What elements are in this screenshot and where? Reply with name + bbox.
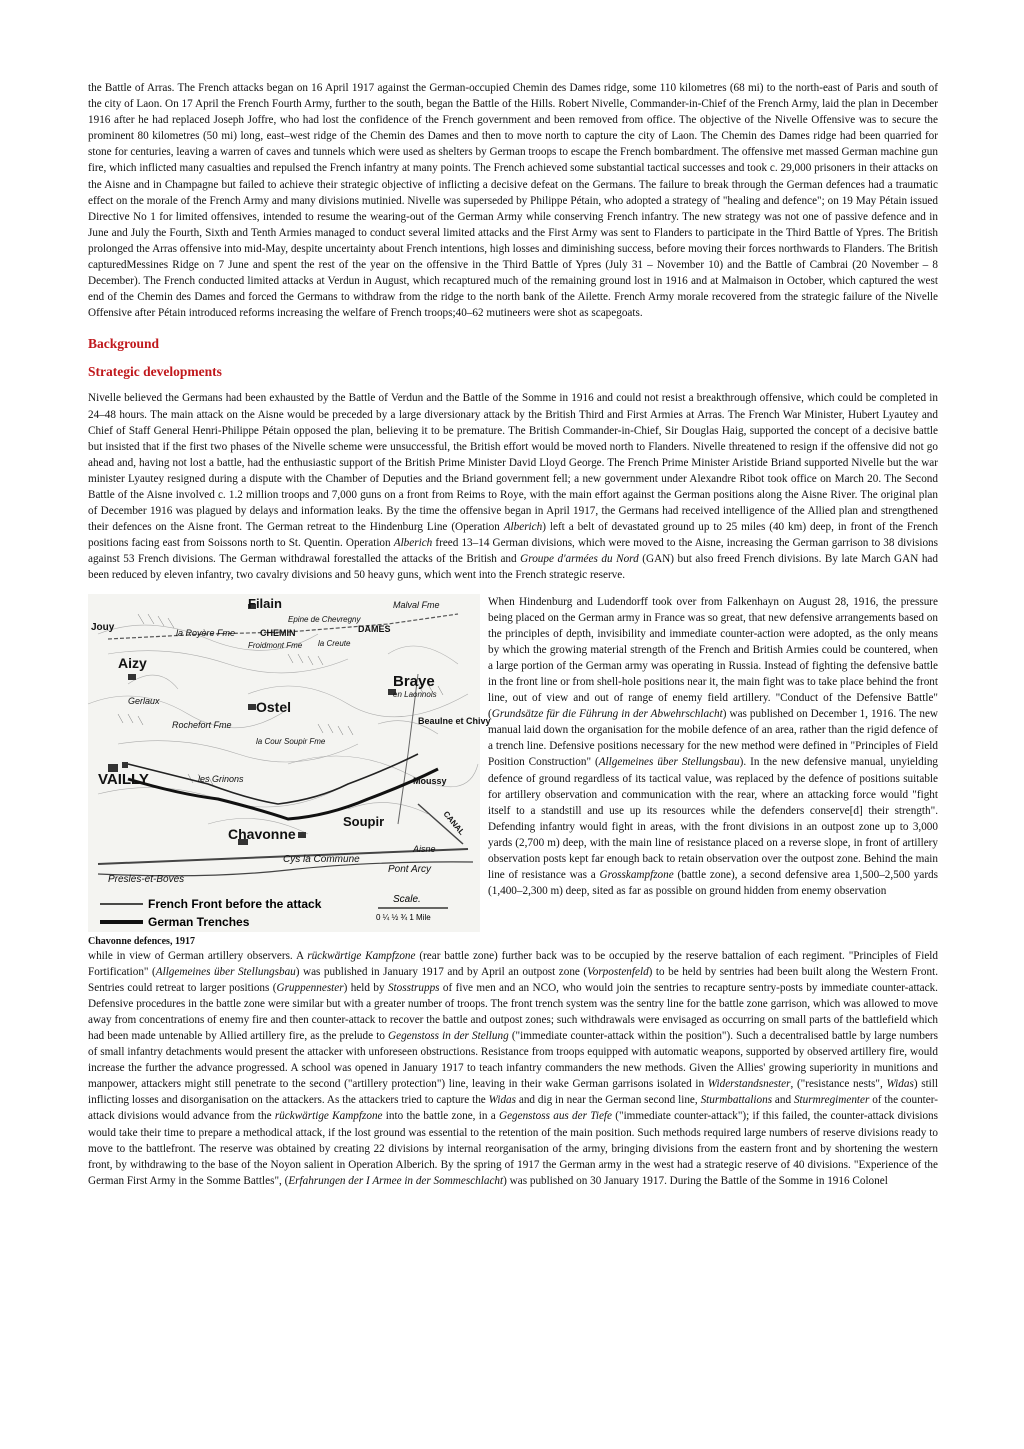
legend-french-front: French Front before the attack [148, 896, 322, 911]
map-label-creute: la Creute [318, 638, 351, 648]
map-figure [88, 594, 491, 948]
map-label-chemin: CHEMIN [260, 627, 296, 638]
map-label-filain: Filain [248, 595, 282, 611]
figure-with-sidebar [88, 594, 938, 948]
map-label-royere: la Royère Fme [176, 627, 236, 638]
map-label-soupir: Soupir [343, 813, 385, 829]
chavonne-defences-map [88, 594, 491, 932]
map-label-grinons: les Grinons [198, 773, 244, 784]
map-label-gerlaux: Gerlaux [128, 695, 160, 706]
map-label-moussy: Moussy [413, 775, 447, 786]
scale-label: Scale. [393, 893, 421, 905]
map-label-aizy: Aizy [118, 654, 147, 671]
heading-strategic-developments: Strategic developments [88, 364, 222, 380]
map-label-aisne: Aisne [413, 843, 436, 854]
map-label-rochefort: Rochefort Fme [172, 719, 232, 730]
heading-background: Background [88, 336, 160, 352]
map-label-epine: Epine de Chevregny [288, 614, 361, 624]
map-label-dames: DAMES [358, 623, 391, 634]
scale-ticks: 0 ¼ ½ ¾ 1 Mile [376, 912, 431, 922]
map-label-froidmont: Froidmont Fme [248, 640, 303, 650]
continuation-paragraph: while in view of German artillery observers. A rückwärtige Kampfzone (rear battle zone) further back was to be occupied by the reserve battalion of each regiment. "Principles of Field Fortification" (Allgemeines über Stellungsbau) was published in January 1917 and by April an outpost zone (Vorpostenfeld) to be held by sentries had been built along the Western Front. Sentries could retreat to larger positions (Gruppennester) held by Stosstrupps of five men and an NCO, who would join the sentries to recapture sentry-posts by immediate counter-attack. Defensive procedures in the battle zone were similar but with a greater number of troops. The front trench system was the sentry line for the battle zone garrison, which was allowed to move away from concentrations of enemy fire and then counter-attack to recover the battle and outpost zones; such withdrawals were envisaged as occurring on small parts of the battlefield which had been made untenable by Allied artillery fire, as the prelude to Gegenstoss in der Stellung ("immediate counter-attack within the position"). Such a decentralised battle by large numbers of small infantry detachments would present the attacker with unforeseen obstructions. Resistance from troops equipped with automatic weapons, supported by observed artillery fire, would increase the further the advance progressed. A school was opened in January 1917 to teach infantry commanders the new methods. Given the Allies' growing superiority in munitions and manpower, attackers might still penetrate to the second ("artillery protection") line, leaving in their wake German garrisons isolated in Widerstandsnester, ("resistance nests", Widas) still inflicting losses and disorganisation on the attackers. As the attackers tried to capture the Widas and dig in near the German second line, Sturmbattalions and Sturmregimenter of the counter-attack divisions would advance from the rückwärtige Kampfzone into the battle zone, in a Gegenstoss aus der Tiefe ("immediate counter-attack"); if this failed, the counter-attack divisions would take their time to prepare a methodical attack, if the lost ground was essential to the retention of the main position. Such methods required large numbers of reserve divisions ready to move to the battlefront. The reserve was obtained by creating 22 divisions by internal reorganisation of the army, bringing divisions from the eastern front and by shortening the western front, by withdrawing to the base of the Noyon salient in Operation Alberich. By the spring of 1917 the German army in the west had a strategic reserve of 40 divisions. "Experience of the German First Army in the Somme Battles", (Erfahrungen der I Armee in der Sommeschlacht) was published on 30 January 1917. During the Battle of the Somme in 1916 Colonel [88, 949, 939, 1187]
map-label-chavonne: Chavonne [228, 825, 296, 842]
strategic-paragraph: Nivelle believed the Germans had been exhausted by the Battle of Verdun and the Battle of the Somme in 1916 and could not resist a breakthrough offensive, which could be completed in 24–48 hours. The main attack on the Aisne would be preceded by a large diversionary attack by the British Third and First Armies at Arras. The French War Minister, Hubert Lyautey and Chief of Staff General Henri-Philippe Pétain opposed the plan, believing it to be premature. The British Commander-in-Chief, Sir Douglas Haig, supported the concept of a decisive battle but insisted that if the first two phases of the Nivelle scheme were unsuccessful, the British effort would be moved north to Flanders. Nivelle threatened to resign if the offensive did not go ahead and, having not lost a battle, had the enthusiastic support of the British Prime Minister David Lloyd George. The French Prime Minister Aristide Briand supported Nivelle but the war minister Lyautey resigned during a dispute with the Chamber of Deputies and the Briand government fell; a new government under Alexandre Ribot took office on March 20. The Second Battle of the Aisne involved c. 1.2 million troops and 7,000 guns on a front from Reims to Roye, with the main effort against the German positions along the Aisne River. The original plan of December 1916 was plagued by delays and information leaks. By the time the offensive began in April 1917, the Germans had received intelligence of the Allied plan and strengthened their defences on the Aisne front. The German retreat to the Hindenburg Line (Operation Alberich) left a belt of devastated ground up to 25 miles (40 km) deep, in front of the French positions facing east from Soissons north to St. Quentin. Operation Alberich freed 13–14 German divisions, which were moved to the Aisne, increasing the German garrison to 38 divisions against 53 French divisions. The German withdrawal forestalled the attacks of the British and Groupe d'armées du Nord (GAN) but also freed French divisions. By late March GAN had been reduced by eleven infantry, two cavalry divisions and 50 heavy guns, which went into the French strategic reserve. [88, 392, 939, 582]
map-label-cour-soupir: la Cour Soupir Fme [256, 736, 326, 746]
map-label-cys: Cys la Commune [283, 853, 360, 865]
figure-caption: Chavonne defences, 1917 [88, 935, 195, 947]
intro-text: the Battle of Arras. The French attacks began on 16 April 1917 against the German-occupied Chemin des Dames ridge, some 110 kilometres (68 mi) to the north-east of Paris and south of the city of Laon. On 17 April the French Fourth Army, further to the south, began the Battle of the Hills. Robert Nivelle, Commander-in-Chief of the French Army, laid the plan in December 1916 after he had replaced Joseph Joffre, who had lost the confidence of the French government and been removed from office. The objective of the Nivelle Offensive was to secure the prominent 80 kilometres (50 mi) long, east–west ridge of the Chemin des Dames and then to move north to capture the city of Laon. The Chemin des Dames ridge had been quarried for stone for centuries, leaving a warren of caves and tunnels which were used as shelters by German troops to escape the French bombardment. The offensive met massed German machine gun fire, which inflicted many casualties and repulsed the French infantry at many points. The French achieved some substantial tactical successes and took c. 29,000 prisoners in their attacks on the Aisne and in Champagne but failed to achieve their strategic objective of inflicting a decisive defeat on the Germans. The failure to break through the German defences had a traumatic effect on the morale of the French Army and many divisions mutinied. Nivelle was superseded by Philippe Pétain, who adopted a strategy of "healing and defence"; on 19 May Pétain issued Directive No 1 for limited offensives, intended to resume the wearing-out of the German Army while conserving French infantry. The new strategy was not one of passive defence and in June and July the Fourth, Sixth and Tenth Armies managed to conduct several limited attacks and the First Army was sent to Flanders to participate in the Third Battle of Ypres. The British prolonged the Arras offensive into mid-May, despite uncertainty about French intentions, high losses and diminishing success, before moving their forces northwards to Flanders. The British capturedMessines Ridge on 7 June and spent the rest of the year on the offensive in the Third Battle of Ypres (July 31 – November 10) and the Battle of Cambrai (20 November – 8 December). The French conducted limited attacks at Verdun in August, which recaptured much of the remaining ground lost in 1916 and at Malmaison in October, which captured the west end of the Chemin des Dames and forced the Germans to withdraw from the ridge to the north bank of the Ailette. French Army morale recovered from the strategic failure of the Nivelle Offensive after Pétain introduced reforms increasing the welfare of French troops;40–62 mutineers were shot as scapegoats. [88, 82, 938, 320]
map-label-malval: Malval Fme [393, 599, 440, 610]
map-label-braye: Braye [393, 672, 435, 690]
document-page [88, 80, 938, 1189]
map-label-vailly: VAILLY [98, 770, 149, 788]
legend-german-trenches: German Trenches [148, 914, 250, 929]
map-label-presles: Presles-et-Boves [108, 873, 185, 885]
map-label-ostel: Ostel [256, 698, 292, 715]
sidebar-paragraph: When Hindenburg and Ludendorff took over from Falkenhayn on August 28, 1916, the pressure being placed on the German army in France was so great, that new defensive arrangements based on the principles of depth, invisibility and immediate counter-action were adopted, as the only means by which the growing material strength of the French and British Armies could be countered, when a large portion of the German army was operating in Russia. Instead of fighting the defensive battle in the front line or from shell-hole positions near it, the main fight was to take place behind the front line, out of view and out of range of enemy field artillery. "Conduct of the Defensive Battle" (Grundsätze für die Führung in der Abwehrschlacht) was published on December 1, 1916. The new manual laid down the organisation for the mobile defence of an area, rather than the rigid defence of a trench line. Defensive positions necessary for the new method were defined in "Principles of Field Position Construction" (Allgemeines über Stellungsbau). In the new defensive manual, unyielding defence of ground regardless of its tactical value, was replaced by the defence of positions suitable for artillery observation and communication with the rear, where an attacking force would "fight itself to a standstill and use up its resources while the defenders conserve[d] their strength". Defending infantry would fight in areas, with the front divisions in an outpost zone up to 3,000 yards (2,700 m) deep, with the main line of resistance placed on a reverse slope, in front of artillery observation posts kept far enough back to retain observation over the outpost zone. Behind the main line of resistance was a Grosskampfzone (battle zone), a second defensive area 1,500–2,500 yards (1,400–2,300 m) deep, sited as far as possible on ground hidden from enemy observation [488, 595, 939, 898]
map-label-jouy: Jouy [91, 621, 115, 633]
map-label-laonnois: en Laonnois [393, 689, 437, 699]
map-label-beaulne: Beaulne et Chivy [418, 715, 491, 726]
intro-paragraph [88, 80, 938, 321]
map-label-canal: CANAL [441, 809, 467, 837]
map-label-pont-arcy: Pont Arcy [388, 863, 431, 875]
